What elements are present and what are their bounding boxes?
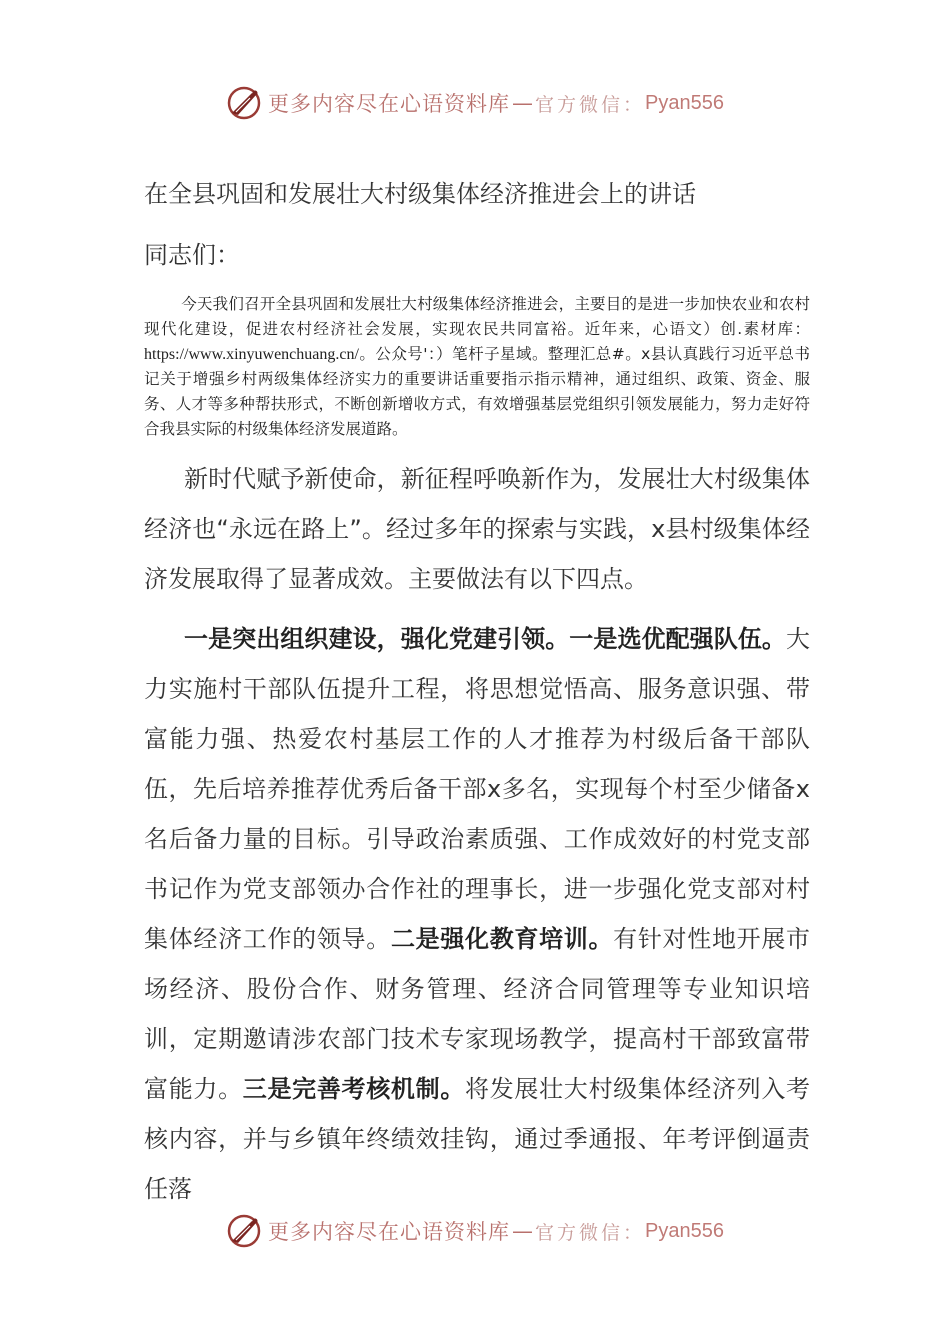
- paragraph-3-text-1: 大力实施村干部队伍提升工程，将思想觉悟高、服务意识强、带富能力强、热爱农村基层工作的人才推荐为村级后备干部队伍，先后培养推荐优秀后备干部x多名，实现每个村至少储备x名后备力量的目标。引导政治素质强、工作成效好的村党支部书记作为党支部领办合作社的理事长，进一步强化党支部对村集体经济工作的领导。: [144, 625, 810, 953]
- intro-url: https://www.xinyuwenchuang.cn/: [144, 346, 359, 363]
- paragraph-2: 新时代赋予新使命，新征程呼唤新作为，发展壮大村级集体经济也“永远在路上”。经过多年的探索与实践，x县村级集体经济发展取得了显著成效。主要做法有以下四点。: [144, 465, 810, 593]
- heading-organization: 一是突出组织建设，强化党建引领。一是选优配强队伍。: [184, 625, 786, 653]
- banner-wechat-id: Pyan556: [645, 1219, 724, 1242]
- banner-slogan: 更多内容尽在心语资料库: [268, 92, 510, 116]
- intro-text-b: 。公众号'：）笔杆子星域。整理汇总#。x县认真践行习近平总书记关于增强乡村两级集体经济实力的重要讲话重要指示指示精神，通过组织、政策、资金、服务、人才等多种帮扶形式，不断创新增收方式，有效增强基层党组织引领发展能力，努力走好符合我县实际的村级集体经济发展道路。: [144, 345, 810, 438]
- quill-pen-logo-icon: [226, 85, 262, 121]
- banner-wechat-id: Pyan556: [645, 91, 724, 114]
- document-title: 在全县巩固和发展壮大村级集体经济推进会上的讲话: [144, 180, 696, 208]
- heading-training: 二是强化教育培训。: [390, 925, 614, 953]
- banner-separator: —: [512, 91, 533, 115]
- banner-wechat-label: 官方微信：: [535, 1221, 646, 1244]
- paragraph-3-text-2: 有针对性地开展市场经济、股份合作、财务管理、经济合同管理等专业知识培训，定期邀请涉农部门技术专家现场教学，提高村干部致富带富能力。: [144, 925, 811, 1103]
- quill-pen-logo-icon: [226, 1213, 262, 1249]
- heading-assessment: 三是完善考核机制。: [242, 1075, 466, 1103]
- paragraph-3-text-3: 将发展壮大村级集体经济列入考核内容，并与乡镇年终绩效挂钩，通过季通报、年考评倒逼责任落: [144, 1075, 811, 1203]
- greeting: 同志们：: [144, 241, 240, 269]
- footer-banner: [0, 1206, 950, 1256]
- intro-text-a: 今天我们召开全县巩固和发展壮大村级集体经济推进会，主要目的是进一步加快农业和农村现代化建设，促进农村经济社会发展，实现农民共同富裕。近年来，心语文）创.素材库：: [144, 295, 810, 338]
- banner-slogan: 更多内容尽在心语资料库: [268, 1220, 510, 1244]
- header-banner: [0, 78, 950, 128]
- banner-wechat-label: 官方微信：: [535, 93, 646, 116]
- intro-paragraph: [144, 292, 810, 442]
- banner-separator: —: [512, 1219, 533, 1243]
- paragraph-3: [144, 614, 810, 1214]
